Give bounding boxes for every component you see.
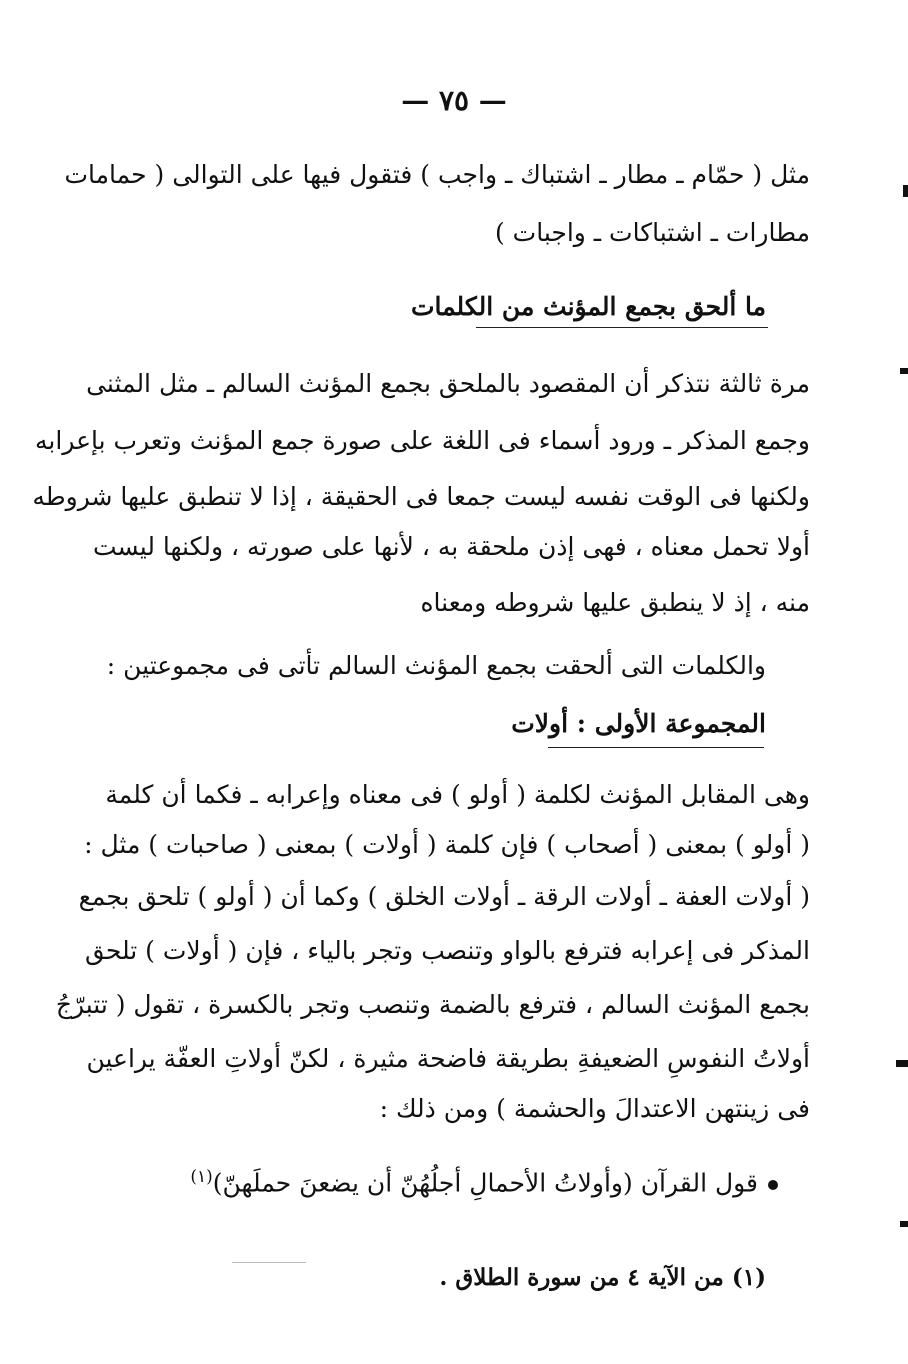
bullet-dot-icon (768, 1180, 778, 1190)
footnote-separator (232, 1262, 306, 1263)
footnote-ref: (١) (190, 1167, 213, 1187)
group-line-6: أولاتُ النفوسِ الضعيفةِ بطريقة فاضحة مثيرة ، لكنّ أولاتِ العفّة يراعين (86, 1044, 810, 1073)
section-heading: ما ألحق بجمع المؤنث من الكلمات (410, 292, 766, 321)
section-line-1: مرة ثالثة نتذكر أن المقصود بالملحق بجمع المؤنث السالم ـ مثل المثنى (86, 369, 810, 398)
group-line-2: ( أولو ) بمعنى ( أصحاب ) فإن كلمة ( أولات ) بمعنى ( صاحبات ) مثل : (84, 830, 810, 859)
groups-intro: والكلمات التى ألحقت بجمع المؤنث السالم تأتى فى مجموعتين : (106, 651, 766, 680)
group-line-3: ( أولات العفة ـ أولات الرقة ـ أولات الخلق ) وكما أن ( أولو ) تلحق بجمع (78, 882, 810, 911)
group-heading: المجموعة الأولى : أولات (511, 709, 766, 738)
margin-mark-1 (903, 185, 908, 197)
bullet-text: قول القرآن (وأولاتُ الأحمالِ أجلُهُنّ أن يضعنَ حملَهنّ) (212, 1168, 758, 1198)
margin-mark-4 (900, 1221, 908, 1227)
group-line-5: بجمع المؤنث السالم ، فترفع بالضمة وتنصب وتجر بالكسرة ، تقول ( تتبرّجُ (55, 990, 810, 1019)
section-line-2: وجمع المذكر ـ ورود أسماء فى اللغة على صورة جمع المؤنث وتعرب بإعرابه (35, 426, 810, 455)
page-number: — ٧٥ — (401, 84, 507, 117)
margin-mark-3 (896, 1060, 908, 1067)
margin-mark-2 (900, 368, 908, 374)
group-line-7: فى زينتهن الاعتدالَ والحشمة ) ومن ذلك : (379, 1094, 810, 1123)
section-line-3: ولكنها فى الوقت نفسه ليست جمعا فى الحقيقة ، إذا لا تنطبق عليها شروطه (32, 482, 810, 511)
section-line-4: أولا تحمل معناه ، فهى إذن ملحقة به ، لأنها على صورته ، ولكنها ليست (92, 532, 810, 561)
group-heading-underline (548, 747, 764, 748)
quran-bullet (190, 1160, 778, 1200)
section-line-5: منه ، إذ لا ينطبق عليها شروطه ومعناه (420, 588, 810, 617)
section-heading-underline (476, 327, 768, 328)
group-line-4: المذكر فى إعرابه فترفع بالواو وتنصب وتجر بالياء ، فإن ( أولات ) تلحق (85, 936, 810, 965)
intro-line-2: مطارات ـ اشتباكات ـ واجبات ) (494, 218, 810, 247)
footnote: (١) من الآية ٤ من سورة الطلاق . (439, 1264, 766, 1291)
intro-line-1: مثل ( حمّام ـ مطار ـ اشتباك ـ واجب ) فتقول فيها على التوالى ( حمامات (64, 160, 810, 189)
group-line-1: وهى المقابل المؤنث لكلمة ( أولو ) فى معناه وإعرابه ـ فكما أن كلمة (105, 780, 810, 809)
